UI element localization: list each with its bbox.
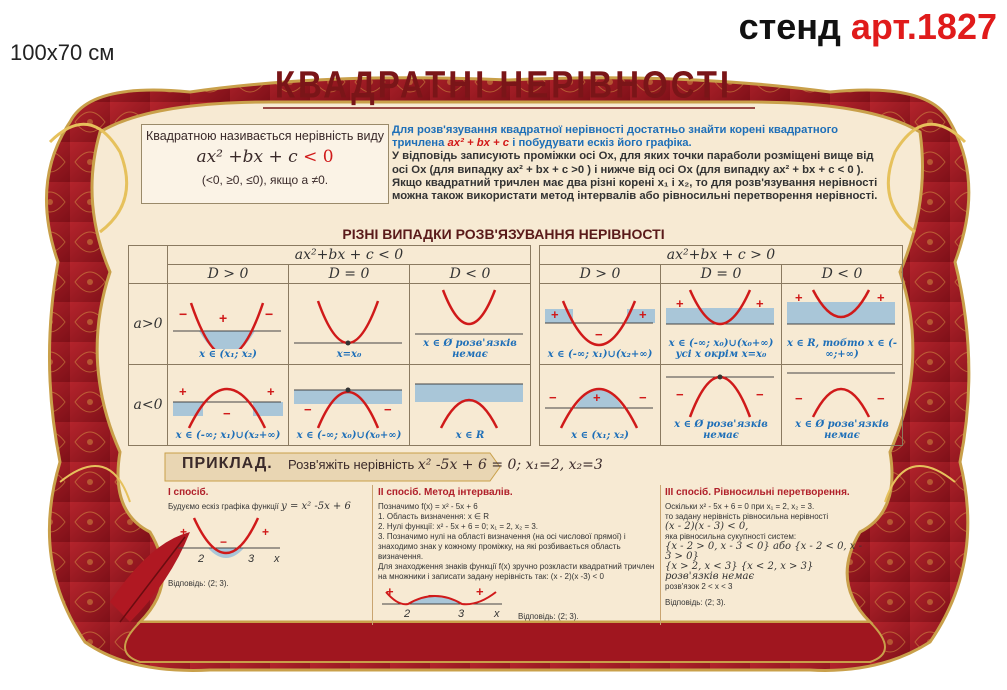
article-code [739, 6, 997, 48]
d-label: D > 0 [168, 265, 289, 284]
method2-answer: Відповідь: (2; 3). [518, 612, 579, 621]
definition-sign: < 0 [303, 147, 334, 167]
row-label: a<0 [129, 365, 168, 446]
method3-line: яка рівносильна сукупності систем: [665, 532, 797, 541]
table-gap [531, 284, 540, 365]
method2-line: 1. Область визначення: x ∈ R [378, 512, 490, 521]
svg-text:+: + [386, 584, 394, 599]
parabola-up-two-roots-icon [541, 299, 659, 349]
svg-text:−: − [756, 387, 764, 402]
example-task-text: Розв'яжіть нерівність [288, 457, 415, 472]
method3-title: ІІІ спосіб. Рівносильні перетворення. [665, 487, 850, 498]
divider [372, 485, 373, 625]
svg-text:+: + [476, 584, 484, 599]
method2-column [378, 488, 658, 623]
case-answer: x ∈ (-∞; x₀)∪(x₀+∞) [296, 430, 402, 441]
method1-formula: y = x² -5x + 6 [281, 501, 351, 512]
parabola-down-no-roots-icon [783, 369, 901, 419]
art-number: арт.1827 [850, 6, 997, 47]
case-answer: x ∈ (-∞; x₁)∪(x₂+∞) [547, 349, 653, 360]
svg-text:−: − [384, 402, 392, 417]
definition-formula: ax² +bx + c [196, 147, 298, 167]
svg-text:−: − [595, 327, 603, 342]
parabola-up-touch-icon [662, 288, 780, 338]
right-header: ax²+bx + c > 0 [540, 246, 903, 265]
description-p1a: Для розв'язування квадратної нерівності достатньо знайти корені квадратного тричлена [392, 124, 839, 150]
method1-graph-icon [168, 516, 288, 566]
art-prefix: стенд [738, 6, 841, 47]
description [392, 124, 892, 203]
table-gap [531, 246, 540, 265]
divider [660, 485, 661, 625]
svg-text:−: − [220, 535, 228, 549]
case-cell [782, 284, 903, 365]
d-label: D = 0 [661, 265, 782, 284]
case-cell [168, 284, 289, 365]
svg-text:−: − [179, 306, 188, 322]
svg-text:+: + [639, 307, 647, 322]
case-answer: x ∈ (x₁; x₂) [199, 349, 257, 360]
svg-text:2: 2 [198, 553, 205, 565]
case-cell [782, 365, 903, 446]
method3-column [665, 488, 865, 608]
method3-no-solution: розв'язків немає [665, 571, 755, 582]
svg-text:−: − [223, 406, 231, 421]
method3-system: {x - 2 < 0, x - 3 > 0} [665, 541, 862, 562]
case-cell [410, 365, 531, 446]
svg-text:−: − [639, 390, 647, 405]
case-answer: x ∈ R, тобто x ∈ (-∞;+∞) [786, 338, 897, 360]
method1-column [168, 488, 368, 589]
svg-text:−: − [265, 306, 274, 322]
method2-line: 2. Нулі функції: x² - 5x + 6 = 0; x₁ = 2, x₂ = 3. [378, 522, 539, 531]
svg-text:+: + [219, 310, 228, 326]
case-answer: x=x₀ [336, 349, 362, 360]
parabola-down-touch-icon [290, 380, 408, 430]
svg-text:+: + [267, 384, 275, 399]
method3-line: то задану нерівність рівносильна нерівності [665, 512, 829, 521]
description-p1-formula: ax² + bx + c [447, 137, 510, 150]
definition-line3: (<0, ≥0, ≤0), якщо a ≠0. [201, 173, 329, 187]
svg-text:+: + [877, 290, 885, 305]
svg-text:−: − [795, 391, 803, 406]
svg-text:−: − [549, 390, 557, 405]
svg-text:x: x [494, 608, 500, 620]
parabola-up-no-roots-icon [783, 288, 901, 338]
parabola-up-two-roots-icon [169, 299, 287, 349]
svg-text:−: − [877, 391, 885, 406]
cases-table [128, 245, 903, 446]
definition-line1: Квадратною називається нерівність виду [145, 129, 385, 143]
case-answer: x ∈ (-∞; x₁)∪(x₂+∞) [175, 430, 281, 441]
description-p2: У відповідь записують проміжки осі Ox, для яких точки параболи розміщені вище від осі Ox (для випадку ax² + bx + c >0 ) і нижче від осі Ox (для випадку ax² + bx + c < 0 ). [392, 150, 874, 176]
parabola-down-two-roots-icon [169, 380, 287, 430]
page-title: КВАДРАТНІ НЕРІВНОСТІ [274, 63, 733, 106]
svg-text:3: 3 [248, 553, 255, 565]
method2-line: 3. Позначимо нулі на області визначення (на осі числової прямої) і знаходимо знак у кожному проміжку, на які розбивається область визначення. [378, 532, 626, 561]
method2-title: ІІ спосіб. Метод інтервалів. [378, 487, 513, 498]
svg-text:3: 3 [458, 608, 465, 620]
method2-intervals-icon [378, 584, 508, 620]
svg-text:−: − [676, 387, 684, 402]
svg-text:−: − [428, 588, 436, 603]
svg-text:+: + [180, 525, 188, 539]
method3-systems-2 [665, 562, 865, 582]
d-label: D > 0 [540, 265, 661, 284]
method2-line: Для знаходження знаків функції f(x) зручно розкласти квадратний тричлен на множники і записати задану нерівність так: (x - 2)(x -3) < 0 [378, 562, 655, 581]
corner-cell-2 [129, 265, 168, 284]
case-cell [168, 365, 289, 446]
example-task-formula: x² -5x + 6 = 0; x₁=2, x₂=3 [417, 457, 603, 473]
d-label: D = 0 [289, 265, 410, 284]
case-cell [540, 284, 661, 365]
description-p3: Якщо квадратний тричлен має два різні корені x₁ і x₂, то для розв'язування нерівності можна також використати метод інтервалів або рівносильні перетворення нерівності. [392, 176, 878, 203]
method3-system: {x - 2 > 0, x - 3 < 0} [665, 541, 770, 552]
case-answer: x ∈ Ø розв'язків немає [423, 338, 517, 360]
method1-answer: Відповідь: (2; 3). [168, 579, 229, 588]
svg-text:−: − [304, 402, 312, 417]
example-label: ПРИКЛАД. [182, 455, 273, 472]
case-answer: x ∈ R [455, 430, 485, 441]
parabola-down-two-roots-icon [541, 380, 659, 430]
svg-text:+: + [676, 296, 684, 311]
case-cell [661, 284, 782, 365]
case-answer: x ∈ (x₁; x₂) [571, 430, 629, 441]
svg-text:+: + [262, 525, 270, 539]
description-p1b: і побудувати ескіз його графіка. [512, 137, 692, 150]
svg-text:+: + [593, 390, 601, 405]
parabola-up-touch-icon [290, 299, 408, 349]
d-label: D < 0 [410, 265, 531, 284]
example-task [288, 457, 603, 473]
method3-system: {x < 2, x > 3} [740, 561, 814, 572]
svg-text:+: + [795, 290, 803, 305]
case-cell [661, 365, 782, 446]
case-answer: x ∈ (-∞; x₀)∪(x₀+∞) усі x окрім x=x₀ [668, 338, 774, 360]
case-answer: x ∈ Ø розв'язків немає [795, 419, 889, 441]
d-label: D < 0 [782, 265, 903, 284]
parabola-down-touch-icon [662, 369, 780, 419]
svg-text:x: x [274, 553, 280, 565]
table-gap [531, 265, 540, 284]
cases-title: РІЗНІ ВИПАДКИ РОЗВ'ЯЗУВАННЯ НЕРІВНОСТІ [342, 226, 665, 242]
definition-formula-line [142, 147, 388, 167]
row-label: a>0 [129, 284, 168, 365]
case-cell [289, 284, 410, 365]
svg-text:+: + [179, 384, 187, 399]
table-gap [531, 365, 540, 446]
parabola-up-no-roots-icon [411, 288, 529, 338]
method3-or: або [772, 541, 792, 552]
case-cell [410, 284, 531, 365]
size-label: 100x70 см [10, 40, 115, 65]
case-cell [289, 365, 410, 446]
method1-text: Будуємо ескіз графіка функції [168, 502, 279, 511]
corner-cell [129, 246, 168, 265]
svg-text:+: + [756, 296, 764, 311]
method3-systems [665, 542, 865, 562]
left-header: ax²+bx + c < 0 [168, 246, 531, 265]
method2-line: Позначимо f(x) = x² - 5x + 6 [378, 502, 478, 511]
svg-text:+: + [551, 307, 559, 322]
method3-answer: Відповідь: (2; 3). [665, 598, 726, 607]
parabola-down-no-roots-icon [411, 380, 529, 430]
method3-line: Оскільки x² - 5x + 6 = 0 при x₁ = 2, x₂ = 3. [665, 502, 815, 511]
case-answer: x ∈ Ø розв'язків немає [674, 419, 768, 441]
method3-line: (x - 2)(x - 3) < 0, [665, 521, 749, 532]
svg-text:2: 2 [404, 608, 411, 620]
method3-system: {x > 2, x < 3} [665, 561, 738, 572]
case-cell [540, 365, 661, 446]
method3-result: розв'язок 2 < x < 3 [665, 582, 733, 591]
method1-text-line [168, 502, 368, 512]
definition-box [141, 124, 389, 204]
description-p1 [392, 124, 892, 150]
method1-title: І спосіб. [168, 487, 209, 498]
